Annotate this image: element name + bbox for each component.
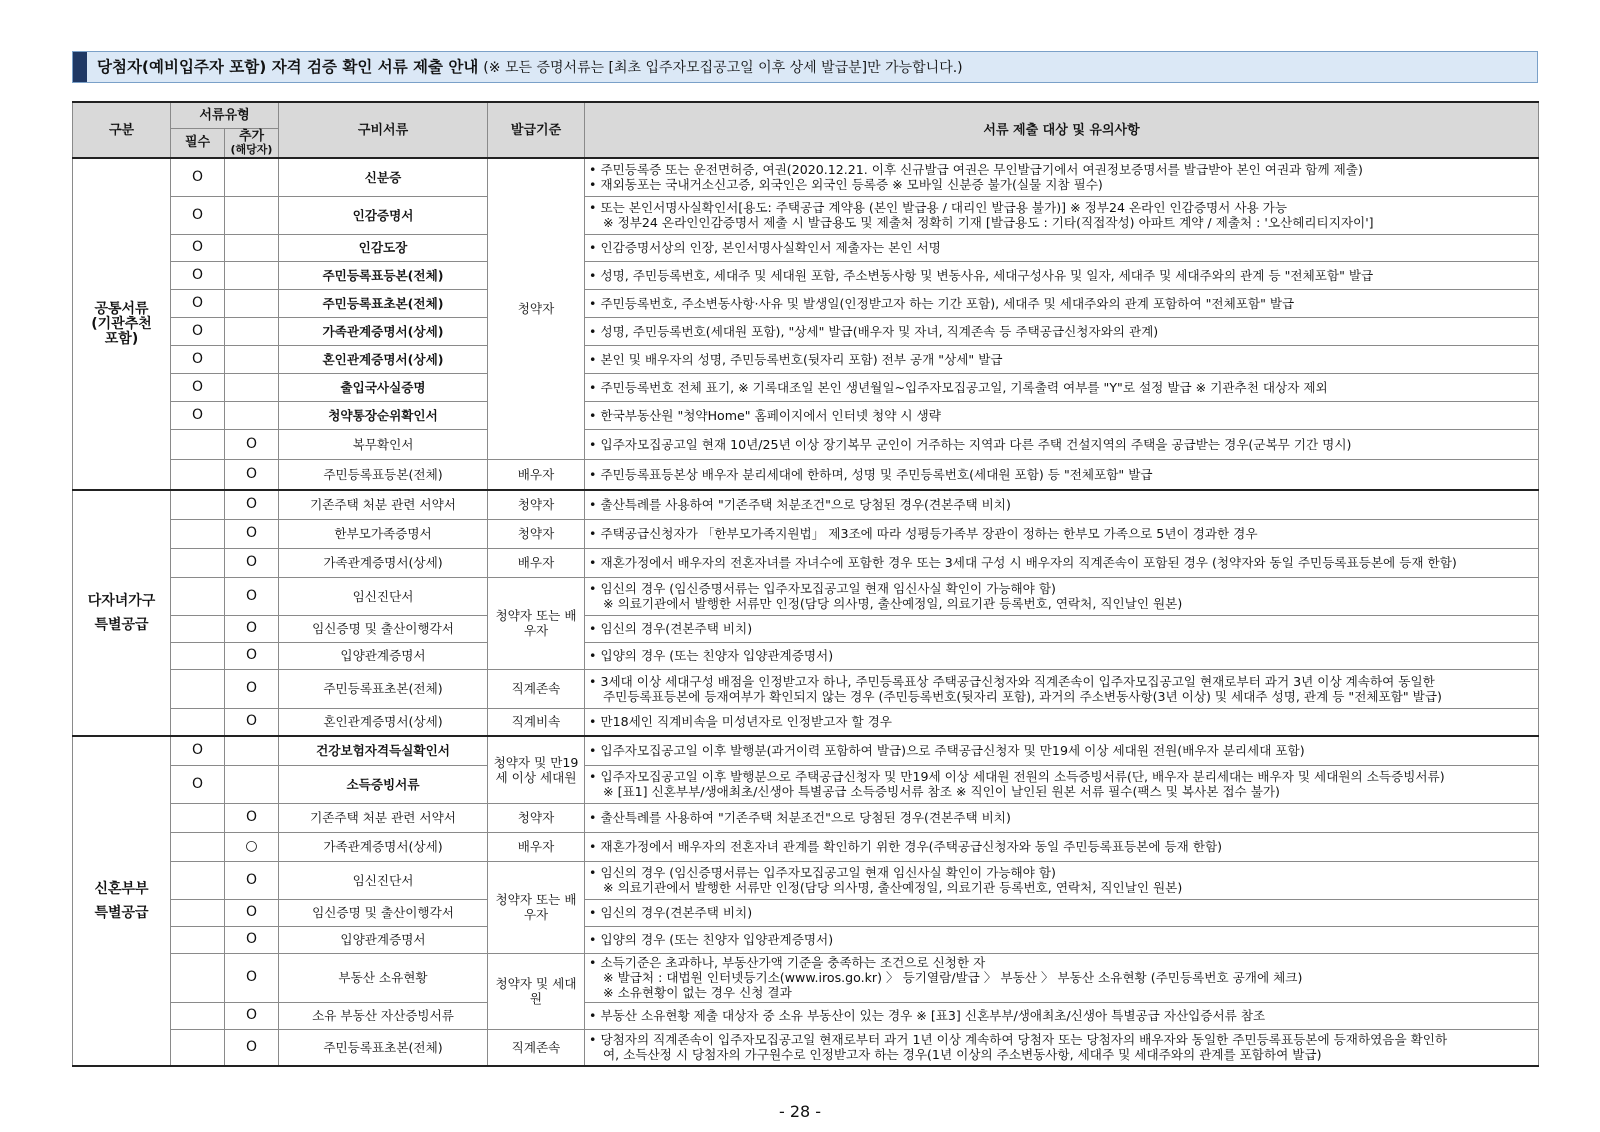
basis-cell: 청약자 또는 배우자	[488, 577, 585, 669]
table-row	[73, 577, 1539, 615]
additional-mark	[225, 373, 279, 401]
basis-cell: 청약자	[488, 158, 585, 459]
table-row	[73, 158, 1539, 196]
doc-name: 신분증	[279, 158, 488, 196]
doc-name: 혼인관계증명서(상세)	[279, 345, 488, 373]
additional-mark	[225, 196, 279, 234]
doc-name: 주민등록표초본(전체)	[279, 669, 488, 708]
required-mark: O	[171, 196, 225, 234]
basis-cell: 직계존속	[488, 1029, 585, 1066]
table-row	[73, 1002, 1539, 1029]
required-mark	[171, 459, 225, 490]
notes-cell: • 재혼가정에서 배우자의 전혼자녀 관계를 확인하기 위한 경우(주택공급신청자와 동일 주민등록표등본에 등재 한함)	[585, 832, 1539, 861]
required-mark: O	[171, 401, 225, 429]
table-row	[73, 261, 1539, 289]
doc-name: 복무확인서	[279, 429, 488, 459]
basis-cell: 청약자	[488, 803, 585, 832]
additional-mark: O	[225, 1029, 279, 1066]
additional-mark: O	[225, 669, 279, 708]
basis-cell: 배우자	[488, 459, 585, 490]
notes-cell: • 임신의 경우(견본주택 비치)	[585, 899, 1539, 926]
required-mark	[171, 429, 225, 459]
required-mark: O	[171, 289, 225, 317]
doc-name: 건강보험자격득실확인서	[279, 736, 488, 765]
title-accent	[73, 52, 87, 82]
table-row	[73, 953, 1539, 1002]
notes-cell: • 출산특례를 사용하여 "기존주택 처분조건"으로 당첨된 경우(견본주택 비치)	[585, 803, 1539, 832]
basis-cell: 청약자 및 만19세 이상 세대원	[488, 736, 585, 803]
table-row	[73, 519, 1539, 548]
notes-cell: • 임신의 경우 (임신증명서류는 입주자모집공고일 현재 임신사실 확인이 가능해야 함) ※ 의료기관에서 발행한 서류만 인정(담당 의사명, 출산예정일, 의료기관 등록번호, 연락처, 직인날인 원본)	[585, 577, 1539, 615]
header-additional: 추가 (해당자)	[225, 128, 279, 158]
category-newlywed: 신혼부부 특별공급	[73, 736, 171, 1066]
additional-mark: O	[225, 577, 279, 615]
table-row	[73, 490, 1539, 519]
table-row	[73, 736, 1539, 765]
table-row	[73, 832, 1539, 861]
header-basis: 발급기준	[488, 102, 585, 158]
table-row	[73, 317, 1539, 345]
required-mark: O	[171, 158, 225, 196]
required-mark	[171, 519, 225, 548]
additional-mark: ○	[225, 832, 279, 861]
notes-cell: • 성명, 주민등록번호, 세대주 및 세대원 포함, 주소변동사항 및 변동사유, 세대구성사유 및 일자, 세대주 및 세대주와의 관계 등 "전체포함" 발급	[585, 261, 1539, 289]
additional-mark	[225, 736, 279, 765]
doc-name: 주민등록표초본(전체)	[279, 1029, 488, 1066]
table-row	[73, 459, 1539, 490]
basis-cell: 배우자	[488, 832, 585, 861]
table-row	[73, 429, 1539, 459]
doc-name: 인감도장	[279, 234, 488, 261]
notes-cell: • 임신의 경우 (임신증명서류는 입주자모집공고일 현재 임신사실 확인이 가능해야 함) ※ 의료기관에서 발행한 서류만 인정(담당 의사명, 출산예정일, 의료기관 등록번호, 연락처, 직인날인 원본)	[585, 861, 1539, 899]
required-mark	[171, 669, 225, 708]
notes-cell: • 입주자모집공고일 이후 발행분으로 주택공급신청자 및 만19세 이상 세대원 전원의 소득증빙서류(단, 배우자 분리세대는 배우자 및 세대원의 소득증빙서류) ※ [표1] 신혼부부/생애최초/신생아 특별공급 소득증빙서류 참조 ※ 직인이 날인된 원본 서류 필수(팩스 및 복사본 접수 불가)	[585, 765, 1539, 803]
header-required: 필수	[171, 128, 225, 158]
header-documents: 구비서류	[279, 102, 488, 158]
notes-cell: • 성명, 주민등록번호(세대원 포함), "상세" 발급(배우자 및 자녀, 직계존속 등 주택공급신청자와의 관계)	[585, 317, 1539, 345]
basis-cell: 배우자	[488, 548, 585, 577]
required-mark	[171, 577, 225, 615]
additional-mark	[225, 261, 279, 289]
additional-mark	[225, 234, 279, 261]
table-row	[73, 615, 1539, 642]
basis-cell: 직계비속	[488, 708, 585, 736]
table-row	[73, 708, 1539, 736]
notes-cell: • 출산특례를 사용하여 "기존주택 처분조건"으로 당첨된 경우(견본주택 비치)	[585, 490, 1539, 519]
doc-name: 입양관계증명서	[279, 926, 488, 953]
notes-cell: • 소득기준은 초과하나, 부동산가액 기준을 충족하는 조건으로 신청한 자 ※ 발급처 : 대법원 인터넷등기소(www.iros.go.kr) 〉 등기열람/발급 〉 부동산 〉 부동산 소유현황 (주민등록번호 공개에 체크) ※ 소유현황이 없는 경우 신청 결과	[585, 953, 1539, 1002]
doc-name: 임신진단서	[279, 577, 488, 615]
additional-mark: O	[225, 803, 279, 832]
additional-mark: O	[225, 899, 279, 926]
doc-name: 출입국사실증명	[279, 373, 488, 401]
section-title: 당첨자(예비입주자 포함) 자격 검증 확인 서류 제출 안내	[97, 58, 479, 76]
doc-name: 주민등록표초본(전체)	[279, 289, 488, 317]
required-mark	[171, 1002, 225, 1029]
doc-name: 임신증명 및 출산이행각서	[279, 899, 488, 926]
additional-mark	[225, 401, 279, 429]
required-mark	[171, 926, 225, 953]
table-row	[73, 926, 1539, 953]
header-doc-type: 서류유형	[171, 102, 279, 128]
additional-mark: O	[225, 429, 279, 459]
table-row	[73, 899, 1539, 926]
additional-mark: O	[225, 708, 279, 736]
header-category: 구분	[73, 102, 171, 158]
table-row	[73, 1029, 1539, 1066]
notes-cell: • 주민등록번호 전체 표기, ※ 기록대조일 본인 생년월일~입주자모집공고일, 기록출력 여부를 "Y"로 설정 발급 ※ 기관추천 대상자 제외	[585, 373, 1539, 401]
additional-mark	[225, 765, 279, 803]
notes-cell: • 주민등록번호, 주소변동사항·사유 및 발생일(인정받고자 하는 기간 포함), 세대주 및 세대주와의 관계 포함하여 "전체포함" 발급	[585, 289, 1539, 317]
table-row	[73, 548, 1539, 577]
notes-cell: • 본인 및 배우자의 성명, 주민등록번호(뒷자리 포함) 전부 공개 "상세" 발급	[585, 345, 1539, 373]
doc-name: 소유 부동산 자산증빙서류	[279, 1002, 488, 1029]
doc-name: 가족관계증명서(상세)	[279, 548, 488, 577]
page-number: - 28 -	[778, 1102, 822, 1121]
additional-mark	[225, 317, 279, 345]
notes-cell: • 입양의 경우 (또는 친양자 입양관계증명서)	[585, 926, 1539, 953]
additional-mark: O	[225, 615, 279, 642]
table-row	[73, 803, 1539, 832]
additional-mark: O	[225, 519, 279, 548]
table-row	[73, 196, 1539, 234]
doc-name: 가족관계증명서(상세)	[279, 832, 488, 861]
required-mark: O	[171, 765, 225, 803]
additional-mark: O	[225, 926, 279, 953]
doc-name: 임신진단서	[279, 861, 488, 899]
notes-cell: • 입주자모집공고일 현재 10년/25년 이상 장기복무 군인이 거주하는 지역과 다른 주택 건설지역의 주택을 공급받는 경우(군복무 기간 명시)	[585, 429, 1539, 459]
doc-name: 주민등록표등본(전체)	[279, 261, 488, 289]
required-mark: O	[171, 261, 225, 289]
required-mark	[171, 953, 225, 1002]
required-mark	[171, 615, 225, 642]
required-mark: O	[171, 736, 225, 765]
additional-mark	[225, 345, 279, 373]
notes-cell: • 주민등록표등본상 배우자 분리세대에 한하며, 성명 및 주민등록번호(세대원 포함) 등 "전체포함" 발급	[585, 459, 1539, 490]
basis-cell: 청약자	[488, 519, 585, 548]
doc-name: 혼인관계증명서(상세)	[279, 708, 488, 736]
additional-mark: O	[225, 1002, 279, 1029]
required-mark	[171, 861, 225, 899]
table-row	[73, 373, 1539, 401]
additional-mark	[225, 289, 279, 317]
required-mark	[171, 642, 225, 669]
table-row	[73, 861, 1539, 899]
basis-cell: 직계존속	[488, 669, 585, 708]
basis-cell: 청약자	[488, 490, 585, 519]
additional-mark	[225, 158, 279, 196]
required-mark	[171, 708, 225, 736]
doc-name: 입양관계증명서	[279, 642, 488, 669]
additional-mark: O	[225, 953, 279, 1002]
notes-cell: • 임신의 경우(견본주택 비치)	[585, 615, 1539, 642]
additional-mark: O	[225, 861, 279, 899]
basis-cell: 청약자 및 세대원	[488, 953, 585, 1029]
notes-cell: • 인감증명서상의 인장, 본인서명사실확인서 제출자는 본인 서명	[585, 234, 1539, 261]
notes-cell: • 주민등록증 또는 운전면허증, 여권(2020.12.21. 이후 신규발급 여권은 무인발급기에서 여권정보증명서를 발급받아 본인 여권과 함께 제출) • 재외동포는 국내거소신고증, 외국인은 외국인 등록증 ※ 모바일 신분증 불가(실물 지참 필수)	[585, 158, 1539, 196]
doc-name: 기존주택 처분 관련 서약서	[279, 490, 488, 519]
doc-name: 청약통장순위확인서	[279, 401, 488, 429]
table-row	[73, 234, 1539, 261]
notes-cell: • 만18세인 직계비속을 미성년자로 인정받고자 할 경우	[585, 708, 1539, 736]
notes-cell: • 재혼가정에서 배우자의 전혼자녀를 자녀수에 포함한 경우 또는 3세대 구성 시 배우자의 직계존속이 포함된 경우 (청약자와 동일 주민등록표등본에 등재 한함)	[585, 548, 1539, 577]
required-mark	[171, 832, 225, 861]
table-row	[73, 669, 1539, 708]
section-title-note: (※ 모든 증명서류는 [최초 입주자모집공고일 이후 상세 발급분]만 가능합니다.)	[483, 60, 963, 76]
doc-name: 주민등록표등본(전체)	[279, 459, 488, 490]
doc-name: 가족관계증명서(상세)	[279, 317, 488, 345]
table-row	[73, 765, 1539, 803]
doc-name: 한부모가족증명서	[279, 519, 488, 548]
doc-name: 임신증명 및 출산이행각서	[279, 615, 488, 642]
required-mark: O	[171, 345, 225, 373]
document-table	[72, 101, 1539, 1067]
table-row	[73, 289, 1539, 317]
table-row	[73, 642, 1539, 669]
doc-name: 소득증빙서류	[279, 765, 488, 803]
additional-mark: O	[225, 642, 279, 669]
table-row	[73, 401, 1539, 429]
doc-name: 인감증명서	[279, 196, 488, 234]
required-mark	[171, 803, 225, 832]
required-mark	[171, 490, 225, 519]
required-mark: O	[171, 317, 225, 345]
required-mark	[171, 1029, 225, 1066]
notes-cell: • 입주자모집공고일 이후 발행분(과거이력 포함하여 발급)으로 주택공급신청자 및 만19세 이상 세대원 전원(배우자 분리세대 포함)	[585, 736, 1539, 765]
required-mark	[171, 899, 225, 926]
notes-cell: • 3세대 이상 세대구성 배점을 인정받고자 하나, 주민등록표상 주택공급신청자와 직계존속이 입주자모집공고일 현재로부터 과거 3년 이상 계속하여 동일한 주민등록표등본에 등재여부가 확인되지 않는 경우 (주민등록번호(뒷자리 포함), 과거의 주소변동사항(3년 이상) 및 세대주 성명, 관계 등 "전체포함" 발급)	[585, 669, 1539, 708]
header-notes: 서류 제출 대상 및 유의사항	[585, 102, 1539, 158]
category-common: 공통서류 (기관추천 포함)	[73, 158, 171, 490]
additional-mark: O	[225, 490, 279, 519]
basis-cell: 청약자 또는 배우자	[488, 861, 585, 953]
section-title-bar	[72, 51, 1538, 83]
notes-cell: • 부동산 소유현황 제출 대상자 중 소유 부동산이 있는 경우 ※ [표3] 신혼부부/생애최초/신생아 특별공급 자산입증서류 참조	[585, 1002, 1539, 1029]
required-mark: O	[171, 373, 225, 401]
additional-mark: O	[225, 548, 279, 577]
notes-cell: • 또는 본인서명사실확인서[용도: 주택공급 계약용 (본인 발급용 / 대리인 발급용 불가)] ※ 정부24 온라인 인감증명서 사용 가능 ※ 정부24 온라인인감증명서 제출 시 발급용도 및 제출처 정확히 기재 [발급용도 : 기타(직접작성) 아파트 계약 / 제출처 : '오산헤리티지자이']	[585, 196, 1539, 234]
notes-cell: • 입양의 경우 (또는 친양자 입양관계증명서)	[585, 642, 1539, 669]
notes-cell: • 한국부동산원 "청약Home" 홈페이지에서 인터넷 청약 시 생략	[585, 401, 1539, 429]
category-multi-child: 다자녀가구 특별공급	[73, 490, 171, 736]
doc-name: 기존주택 처분 관련 서약서	[279, 803, 488, 832]
required-mark: O	[171, 234, 225, 261]
table-row	[73, 345, 1539, 373]
doc-name: 부동산 소유현황	[279, 953, 488, 1002]
additional-mark: O	[225, 459, 279, 490]
required-mark	[171, 548, 225, 577]
notes-cell: • 주택공급신청자가 「한부모가족지원법」 제3조에 따라 성평등가족부 장관이 정하는 한부모 가족으로 5년이 경과한 경우	[585, 519, 1539, 548]
notes-cell: • 당첨자의 직계존속이 입주자모집공고일 현재로부터 과거 1년 이상 계속하여 당첨자 또는 당첨자의 배우자와 동일한 주민등록표등본에 등재하였음을 확인하 여, 소득산정 시 당첨자의 가구원수로 인정받고자 하는 경우(1년 이상의 주소변동사항, 세대주 및 세대주와의 관계를 포함하여 발급)	[585, 1029, 1539, 1066]
